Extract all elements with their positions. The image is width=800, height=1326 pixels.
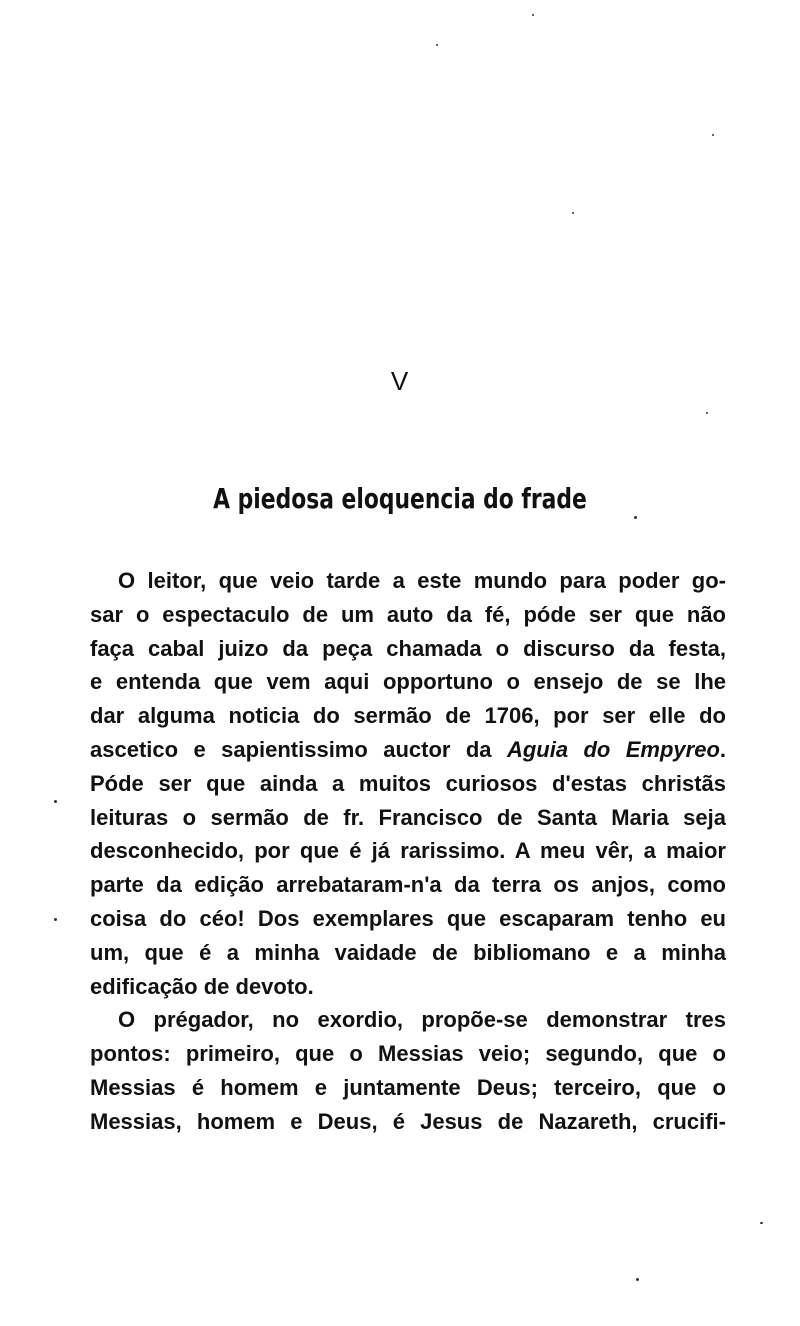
text-line: desconhecido, por que é já rarissimo. A meu vêr, a maior bbox=[90, 838, 726, 864]
scan-speck bbox=[712, 134, 714, 136]
scan-speck bbox=[532, 14, 534, 16]
scan-speck bbox=[572, 212, 574, 214]
scan-speck bbox=[706, 412, 708, 414]
text-line: e entenda que vem aqui opportuno o ensejo de se lhe bbox=[90, 669, 726, 695]
chapter-title: A piedosa eloquencia do frade bbox=[213, 482, 587, 515]
text-line bbox=[90, 733, 726, 767]
scan-speck bbox=[634, 516, 637, 519]
text-line-segment: . bbox=[719, 736, 726, 762]
scan-speck bbox=[760, 1222, 763, 1224]
text-line: Messias é homem e juntamente Deus; terceiro, que o bbox=[90, 1074, 726, 1100]
text-line: Messias, homem e Deus, é Jesus de Nazareth, crucifi- bbox=[90, 1108, 726, 1134]
text-line: edificação de devoto. bbox=[90, 973, 314, 999]
text-line: dar alguma noticia do sermão de 1706, por ser elle do bbox=[90, 703, 726, 729]
body-text bbox=[90, 564, 726, 1139]
scan-speck bbox=[54, 918, 57, 921]
book-title: Aguia do Empyreo bbox=[506, 736, 720, 762]
text-line: parte da edição arrebataram-n'a da terra os anjos, como bbox=[90, 872, 726, 898]
text-line: O prégador, no exordio, propõe-se demonstrar tres bbox=[118, 1007, 726, 1033]
text-line-segment: ascetico e sapientissimo auctor da bbox=[90, 736, 507, 762]
scan-speck bbox=[436, 44, 438, 46]
text-line: Póde ser que ainda a muitos curiosos d'estas christãs bbox=[90, 770, 726, 796]
text-line: faça cabal juizo da peça chamada o discurso da festa, bbox=[90, 635, 726, 661]
text-line: coisa do céo! Dos exemplares que escaparam tenho eu bbox=[90, 905, 726, 931]
text-line: O leitor, que veio tarde a este mundo para poder go- bbox=[118, 568, 726, 593]
text-line: sar o espectaculo de um auto da fé, póde ser que não bbox=[90, 601, 726, 627]
text-line: leituras o sermão de fr. Francisco de Santa Maria seja bbox=[90, 804, 726, 830]
text-line: pontos: primeiro, que o Messias veio; segundo, que o bbox=[90, 1041, 726, 1067]
scan-speck bbox=[636, 1278, 639, 1281]
text-line: um, que é a minha vaidade de bibliomano e a minha bbox=[90, 939, 726, 965]
scan-speck bbox=[54, 800, 57, 803]
chapter-number: V bbox=[390, 366, 410, 396]
